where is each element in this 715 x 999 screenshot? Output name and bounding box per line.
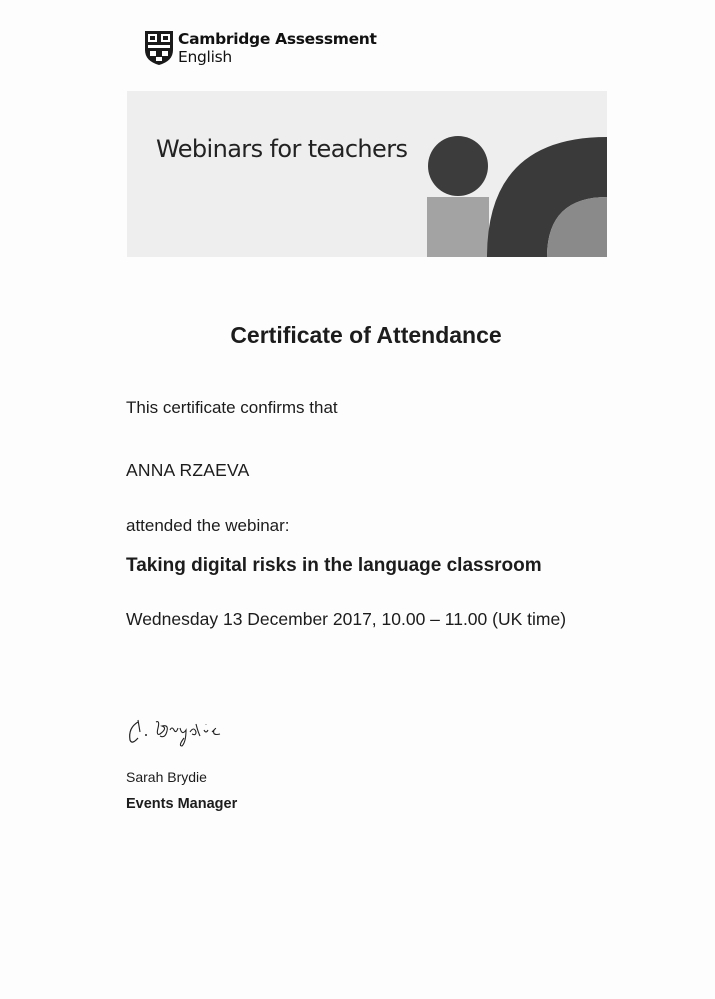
signatory-name: Sarah Brydie bbox=[126, 769, 207, 785]
banner-graphic bbox=[127, 91, 607, 257]
webinar-banner bbox=[127, 91, 607, 257]
logo-line-2: English bbox=[178, 48, 232, 66]
logo-wordmark bbox=[178, 30, 377, 66]
certificate-title: Certificate of Attendance bbox=[230, 322, 502, 348]
webinar-title: Taking digital risks in the language classroom bbox=[126, 555, 542, 576]
logo-line-1: Cambridge Assessment bbox=[178, 30, 377, 48]
cambridge-shield-icon bbox=[144, 30, 174, 66]
recipient-name: ANNA RZAEVA bbox=[126, 460, 250, 480]
webinar-date: Wednesday 13 December 2017, 10.00 – 11.00 (UK time) bbox=[126, 609, 567, 629]
handwritten-signature bbox=[124, 712, 244, 752]
attended-text: attended the webinar: bbox=[126, 516, 290, 535]
signatory-role: Events Manager bbox=[126, 796, 238, 812]
cambridge-logo bbox=[144, 30, 377, 70]
banner-title: Webinars for teachers bbox=[156, 135, 408, 163]
confirms-text: This certificate confirms that bbox=[126, 398, 338, 417]
